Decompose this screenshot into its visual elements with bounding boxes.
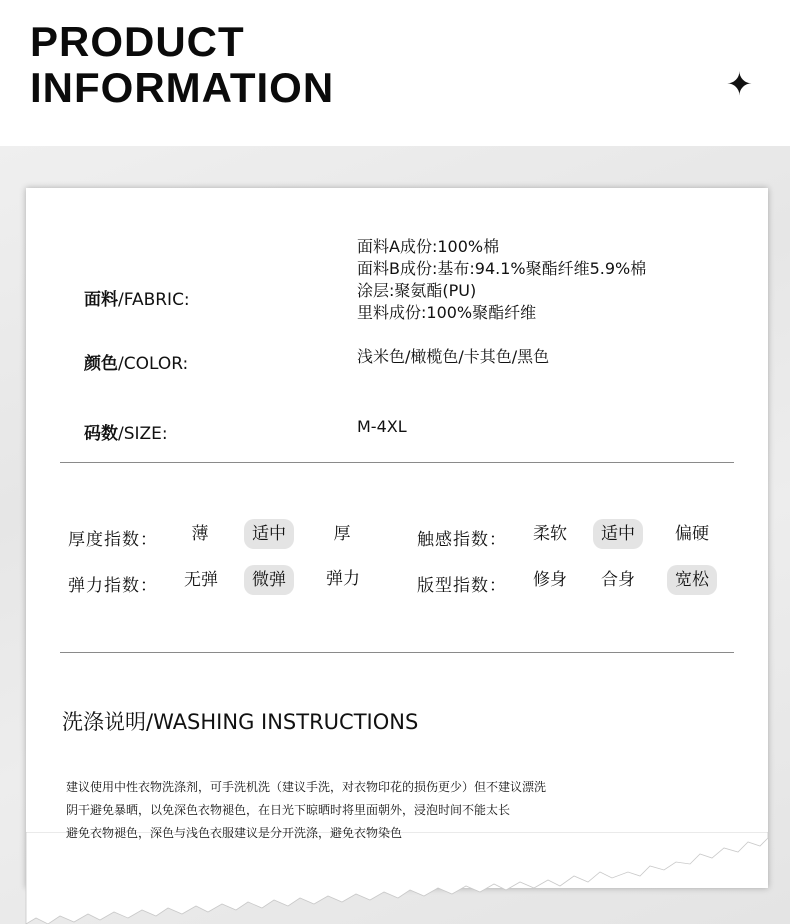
thickness-label: 厚度指数： [68,530,158,550]
color-value: 浅米色/橄榄色/卡其色/黑色 [357,347,550,366]
elasticity-option-stretch: 弹力 [326,569,360,589]
thickness-option-thin: 薄 [191,524,209,544]
fabric-value-1: 面料A成份:100%棉 [357,237,500,256]
sparkle-icon: ✦ [726,65,753,103]
washing-line-2: 阴干避免暴晒，以免深色衣物褪色，在日光下晾晒时将里面朝外，浸泡时间不能太长 [66,803,511,817]
elasticity-option-slight: 微弹 [244,565,294,595]
fit-option-loose: 宽松 [667,565,717,595]
fabric-label [84,285,190,310]
thickness-option-thick: 厚 [333,524,351,544]
elasticity-option-none: 无弹 [184,570,218,590]
size-label [84,419,168,444]
size-value: M-4XL [357,417,407,436]
fit-label: 版型指数： [417,576,507,596]
washing-line-3: 避免衣物褪色，深色与浅色衣服建议是分开洗涤，避免衣物染色 [66,826,403,840]
divider-bottom [60,652,734,653]
fit-option-regular: 合身 [601,570,635,590]
elasticity-label: 弹力指数： [68,576,158,596]
fabric-value-4: 里料成份:100%聚酯纤维 [357,303,537,322]
feel-option-soft: 柔软 [533,524,567,544]
washing-title: 洗涤说明/WASHING INSTRUCTIONS [62,710,419,734]
feel-label: 触感指数： [417,530,507,550]
color-label [84,349,188,374]
fabric-value-3: 涂层:聚氨酯(PU) [357,281,477,300]
torn-paper-edge [0,832,790,924]
fit-option-slim: 修身 [533,570,567,590]
fabric-label-en: /FABRIC: [118,290,190,310]
fabric-value-2: 面料B成份:基布:94.1%聚酯纤维5.9%棉 [357,259,647,278]
size-label-cn: 码数 [84,424,118,444]
color-label-en: /COLOR: [118,354,189,374]
color-label-cn: 颜色 [84,354,118,374]
washing-line-1: 建议使用中性衣物洗涤剂，可手洗机洗（建议手洗，对衣物印花的损伤更少）但不建议漂洗 [66,780,547,794]
size-label-en: /SIZE: [118,424,168,444]
feel-option-hard: 偏硬 [675,524,709,544]
page-title-line-2: INFORMATION [30,64,335,111]
header [0,0,790,146]
page-title-line-1: PRODUCT [30,18,245,65]
feel-option-medium: 适中 [593,519,643,549]
thickness-option-medium: 适中 [244,519,294,549]
divider-top [60,462,734,463]
fabric-label-cn: 面料 [84,290,118,310]
